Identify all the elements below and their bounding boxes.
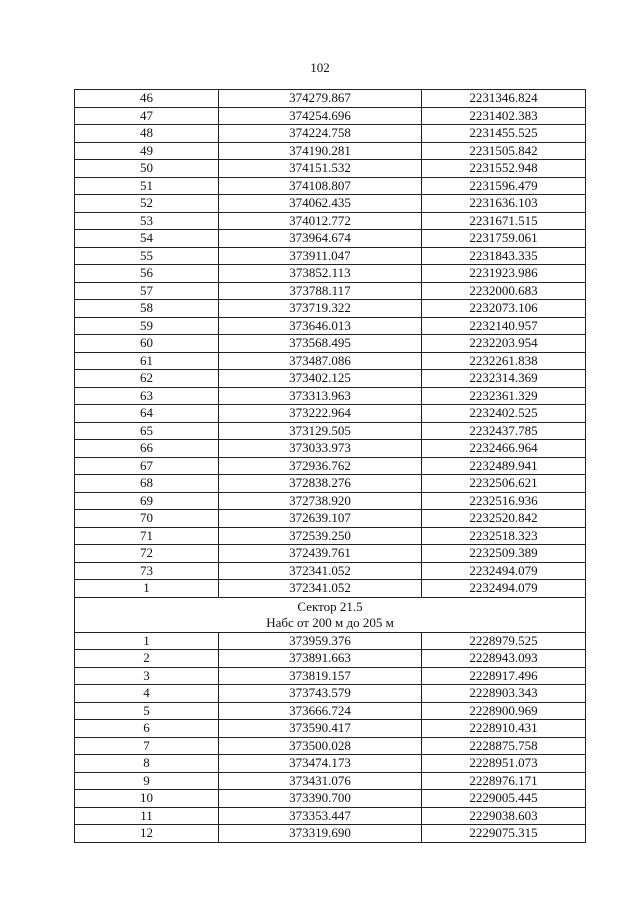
y-coordinate-cell: 2232361.329 — [422, 387, 586, 405]
page-number: 102 — [310, 60, 330, 75]
table-row — [75, 825, 586, 843]
x-coordinate-cell: 373852.113 — [219, 265, 422, 283]
table-row — [75, 545, 586, 563]
table-row — [75, 632, 586, 650]
coordinates-table — [74, 89, 586, 843]
point-number-cell: 58 — [75, 300, 219, 318]
x-coordinate-cell: 373719.322 — [219, 300, 422, 318]
y-coordinate-cell: 2232509.389 — [422, 545, 586, 563]
x-coordinate-cell: 374254.696 — [219, 107, 422, 125]
point-number-cell: 57 — [75, 282, 219, 300]
x-coordinate-cell: 373568.495 — [219, 335, 422, 353]
point-number-cell: 9 — [75, 772, 219, 790]
point-number-cell: 64 — [75, 405, 219, 423]
table-row — [75, 300, 586, 318]
y-coordinate-cell: 2228979.525 — [422, 632, 586, 650]
point-number-cell: 73 — [75, 562, 219, 580]
point-number-cell: 7 — [75, 737, 219, 755]
table-row — [75, 125, 586, 143]
point-number-cell: 72 — [75, 545, 219, 563]
table-row — [75, 457, 586, 475]
table-row — [75, 282, 586, 300]
x-coordinate-cell: 373390.700 — [219, 790, 422, 808]
point-number-cell: 48 — [75, 125, 219, 143]
x-coordinate-cell: 373474.173 — [219, 755, 422, 773]
table-row — [75, 492, 586, 510]
x-coordinate-cell: 373222.964 — [219, 405, 422, 423]
y-coordinate-cell: 2232314.369 — [422, 370, 586, 388]
x-coordinate-cell: 373891.663 — [219, 650, 422, 668]
y-coordinate-cell: 2232494.079 — [422, 562, 586, 580]
x-coordinate-cell: 373964.674 — [219, 230, 422, 248]
point-number-cell: 49 — [75, 142, 219, 160]
x-coordinate-cell: 374108.807 — [219, 177, 422, 195]
sector-title: Сектор 21.5 — [297, 598, 363, 614]
x-coordinate-cell: 372738.920 — [219, 492, 422, 510]
point-number-cell: 3 — [75, 667, 219, 685]
table-row — [75, 352, 586, 370]
table-row — [75, 265, 586, 283]
y-coordinate-cell: 2232494.079 — [422, 580, 586, 598]
y-coordinate-cell: 2232261.838 — [422, 352, 586, 370]
x-coordinate-cell: 373819.157 — [219, 667, 422, 685]
x-coordinate-cell: 373666.724 — [219, 702, 422, 720]
table-row — [75, 317, 586, 335]
x-coordinate-cell: 373788.117 — [219, 282, 422, 300]
y-coordinate-cell: 2231671.515 — [422, 212, 586, 230]
x-coordinate-cell: 373743.579 — [219, 685, 422, 703]
table-body-top — [75, 90, 586, 598]
y-coordinate-cell: 2228943.093 — [422, 650, 586, 668]
point-number-cell: 1 — [75, 632, 219, 650]
sector-header — [75, 597, 586, 632]
table-row — [75, 685, 586, 703]
y-coordinate-cell: 2232073.106 — [422, 300, 586, 318]
x-coordinate-cell: 372936.762 — [219, 457, 422, 475]
point-number-cell: 70 — [75, 510, 219, 528]
y-coordinate-cell: 2231923.986 — [422, 265, 586, 283]
point-number-cell: 10 — [75, 790, 219, 808]
y-coordinate-cell: 2231552.948 — [422, 160, 586, 178]
x-coordinate-cell: 372838.276 — [219, 475, 422, 493]
table-row — [75, 650, 586, 668]
y-coordinate-cell: 2232516.936 — [422, 492, 586, 510]
point-number-cell: 54 — [75, 230, 219, 248]
x-coordinate-cell: 373129.505 — [219, 422, 422, 440]
point-number-cell: 59 — [75, 317, 219, 335]
table-row — [75, 755, 586, 773]
y-coordinate-cell: 2231843.335 — [422, 247, 586, 265]
point-number-cell: 53 — [75, 212, 219, 230]
y-coordinate-cell: 2232140.957 — [422, 317, 586, 335]
y-coordinate-cell: 2231346.824 — [422, 90, 586, 108]
table-row — [75, 422, 586, 440]
y-coordinate-cell: 2232466.964 — [422, 440, 586, 458]
y-coordinate-cell: 2228900.969 — [422, 702, 586, 720]
point-number-cell: 11 — [75, 807, 219, 825]
x-coordinate-cell: 373590.417 — [219, 720, 422, 738]
point-number-cell: 6 — [75, 720, 219, 738]
point-number-cell: 12 — [75, 825, 219, 843]
point-number-cell: 2 — [75, 650, 219, 668]
table-row — [75, 160, 586, 178]
x-coordinate-cell: 373313.963 — [219, 387, 422, 405]
y-coordinate-cell: 2231455.525 — [422, 125, 586, 143]
y-coordinate-cell: 2231636.103 — [422, 195, 586, 213]
point-number-cell: 56 — [75, 265, 219, 283]
x-coordinate-cell: 373319.690 — [219, 825, 422, 843]
point-number-cell: 69 — [75, 492, 219, 510]
table-row — [75, 737, 586, 755]
x-coordinate-cell: 373353.447 — [219, 807, 422, 825]
y-coordinate-cell: 2228917.496 — [422, 667, 586, 685]
point-number-cell: 68 — [75, 475, 219, 493]
x-coordinate-cell: 374151.532 — [219, 160, 422, 178]
table-row — [75, 387, 586, 405]
point-number-cell: 51 — [75, 177, 219, 195]
x-coordinate-cell: 374062.435 — [219, 195, 422, 213]
y-coordinate-cell: 2231759.061 — [422, 230, 586, 248]
table-row — [75, 720, 586, 738]
table-row — [75, 510, 586, 528]
y-coordinate-cell: 2232520.842 — [422, 510, 586, 528]
x-coordinate-cell: 373911.047 — [219, 247, 422, 265]
y-coordinate-cell: 2232518.323 — [422, 527, 586, 545]
y-coordinate-cell: 2232506.621 — [422, 475, 586, 493]
table-row — [75, 177, 586, 195]
y-coordinate-cell: 2232000.683 — [422, 282, 586, 300]
x-coordinate-cell: 374190.281 — [219, 142, 422, 160]
y-coordinate-cell: 2228951.073 — [422, 755, 586, 773]
x-coordinate-cell: 373033.973 — [219, 440, 422, 458]
x-coordinate-cell: 372639.107 — [219, 510, 422, 528]
y-coordinate-cell: 2228875.758 — [422, 737, 586, 755]
y-coordinate-cell: 2229075.315 — [422, 825, 586, 843]
x-coordinate-cell: 373431.076 — [219, 772, 422, 790]
y-coordinate-cell: 2231505.842 — [422, 142, 586, 160]
point-number-cell: 4 — [75, 685, 219, 703]
table-row — [75, 772, 586, 790]
table-row — [75, 790, 586, 808]
table-row — [75, 142, 586, 160]
y-coordinate-cell: 2228910.431 — [422, 720, 586, 738]
point-number-cell: 66 — [75, 440, 219, 458]
sector-row — [75, 597, 586, 632]
y-coordinate-cell: 2232437.785 — [422, 422, 586, 440]
point-number-cell: 62 — [75, 370, 219, 388]
y-coordinate-cell: 2229038.603 — [422, 807, 586, 825]
x-coordinate-cell: 373646.013 — [219, 317, 422, 335]
table-row — [75, 440, 586, 458]
y-coordinate-cell: 2228903.343 — [422, 685, 586, 703]
y-coordinate-cell: 2232203.954 — [422, 335, 586, 353]
table-row — [75, 527, 586, 545]
x-coordinate-cell: 373500.028 — [219, 737, 422, 755]
x-coordinate-cell: 373959.376 — [219, 632, 422, 650]
x-coordinate-cell: 374279.867 — [219, 90, 422, 108]
point-number-cell: 60 — [75, 335, 219, 353]
y-coordinate-cell: 2231402.383 — [422, 107, 586, 125]
point-number-cell: 46 — [75, 90, 219, 108]
point-number-cell: 67 — [75, 457, 219, 475]
table-row — [75, 370, 586, 388]
table-row — [75, 335, 586, 353]
point-number-cell: 5 — [75, 702, 219, 720]
point-number-cell: 47 — [75, 107, 219, 125]
table-row — [75, 475, 586, 493]
y-coordinate-cell: 2232402.525 — [422, 405, 586, 423]
y-coordinate-cell: 2231596.479 — [422, 177, 586, 195]
table-row — [75, 90, 586, 108]
table-row — [75, 107, 586, 125]
table-row — [75, 562, 586, 580]
point-number-cell: 71 — [75, 527, 219, 545]
y-coordinate-cell: 2228976.171 — [422, 772, 586, 790]
x-coordinate-cell: 374224.758 — [219, 125, 422, 143]
point-number-cell: 61 — [75, 352, 219, 370]
table-row — [75, 195, 586, 213]
table-row — [75, 405, 586, 423]
y-coordinate-cell: 2232489.941 — [422, 457, 586, 475]
table-row — [75, 230, 586, 248]
point-number-cell: 50 — [75, 160, 219, 178]
x-coordinate-cell: 373487.086 — [219, 352, 422, 370]
point-number-cell: 1 — [75, 580, 219, 598]
sector-cell — [75, 597, 586, 632]
point-number-cell: 55 — [75, 247, 219, 265]
point-number-cell: 63 — [75, 387, 219, 405]
x-coordinate-cell: 374012.772 — [219, 212, 422, 230]
table-row — [75, 702, 586, 720]
table-row — [75, 580, 586, 598]
point-number-cell: 8 — [75, 755, 219, 773]
x-coordinate-cell: 372341.052 — [219, 562, 422, 580]
x-coordinate-cell: 372341.052 — [219, 580, 422, 598]
table-row — [75, 247, 586, 265]
table-row — [75, 667, 586, 685]
point-number-cell: 52 — [75, 195, 219, 213]
x-coordinate-cell: 373402.125 — [219, 370, 422, 388]
table-row — [75, 807, 586, 825]
table-body-bottom — [75, 632, 586, 842]
point-number-cell: 65 — [75, 422, 219, 440]
x-coordinate-cell: 372439.761 — [219, 545, 422, 563]
x-coordinate-cell: 372539.250 — [219, 527, 422, 545]
y-coordinate-cell: 2229005.445 — [422, 790, 586, 808]
sector-subtitle: Набс от 200 м до 205 м — [266, 614, 394, 630]
table-row — [75, 212, 586, 230]
